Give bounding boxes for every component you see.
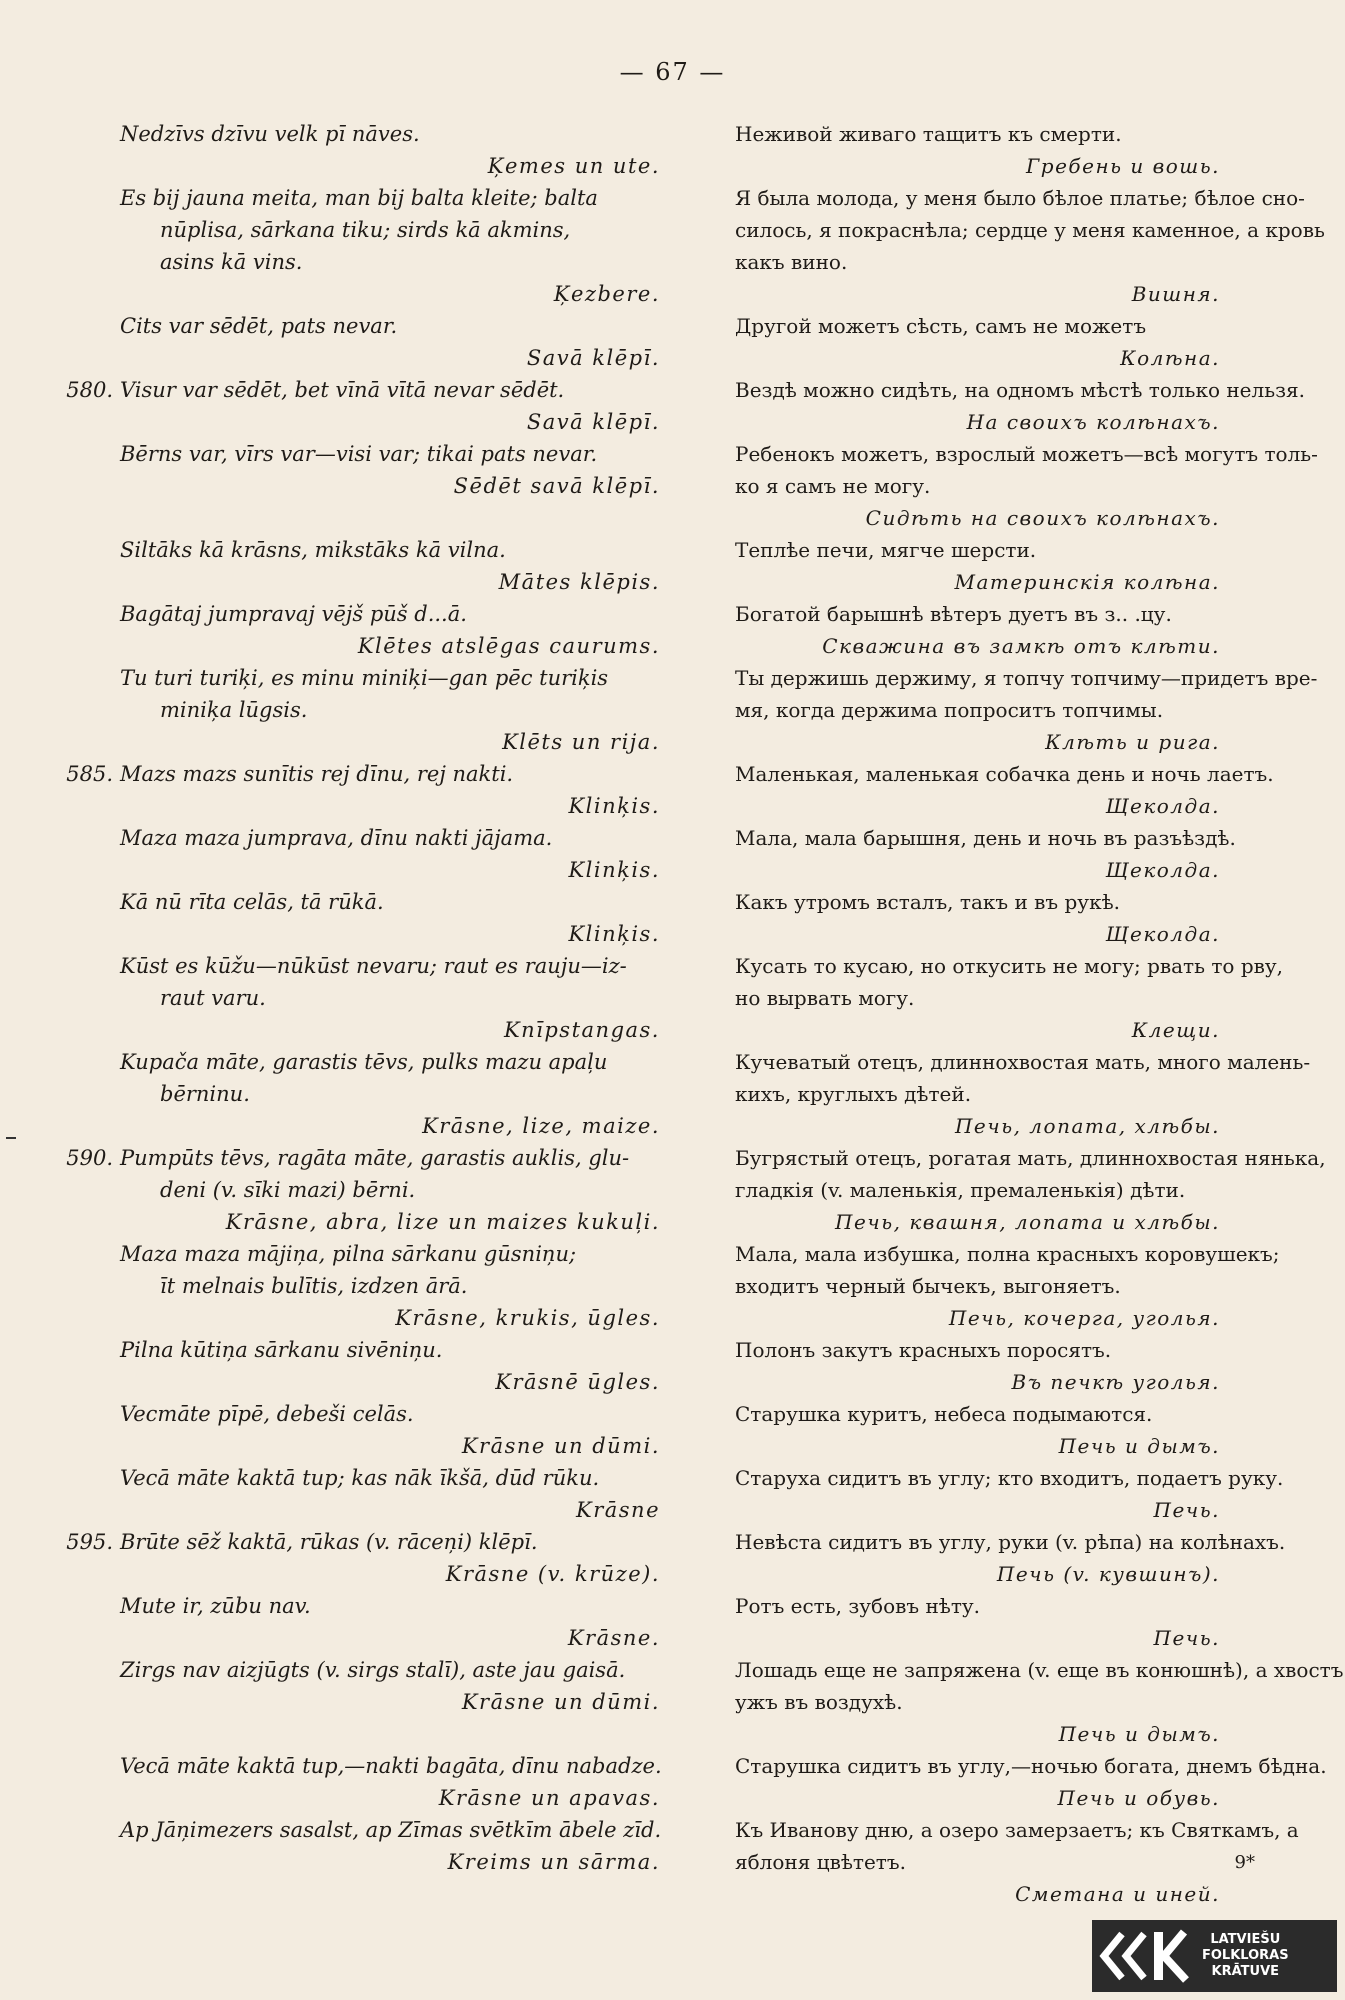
entry-number: 585. [66,762,113,786]
russian-answer-line [735,566,1340,598]
latvian-text-line [120,1174,690,1206]
russian-answer-line [735,1430,1340,1462]
russian-text-line [735,118,1340,150]
line-text: Pumpūts tēvs, ragāta māte, garastis auklis, glu- [120,1146,630,1170]
line-text: Kupača māte, garastis tēvs, pulks mazu apaļu [120,1050,608,1074]
latvian-text-line [120,1078,690,1110]
line-text: Maza maza jumprava, dīnu nakti jājama. [120,826,553,850]
line-text: Кусать то кусаю, но откусить не могу; рвать то рву, [735,954,1284,978]
line-text: силось, я покраснѣла; сердце у меня каменное, а кровь [735,218,1325,242]
line-text: Visur var sēdēt, bet vīnā vītā nevar sēdēt. [120,378,565,402]
line-text: Sēdēt savā klēpī. [453,474,660,498]
line-text: nūplisa, sārkana tiku; sirds kā akmins, [160,218,571,242]
line-text: Колѣна. [1120,346,1220,370]
latvian-text-line [120,982,690,1014]
russian-text-line [735,534,1340,566]
line-text: Ķemes un ute. [487,154,660,178]
line-text: Невѣста сидитъ въ углу, руки (v. рѣпа) на колѣнахъ. [735,1530,1286,1554]
russian-text-line [735,598,1340,630]
line-text: Kā nū rīta celās, tā rūkā. [120,890,384,914]
latvian-answer-line [120,1366,690,1398]
line-text: яблоня цвѣтетъ. [735,1850,906,1874]
latvian-answer-line [120,790,690,822]
line-text: Krāsnē ūgles. [495,1370,660,1394]
line-text: Bagātaj jumpravaj vējš pūš d...ā. [120,602,467,626]
latvian-answer-line [120,406,690,438]
line-text: Krāsne [576,1498,660,1522]
line-text: Zirgs nav aizjūgts (v. sirgs stalī), aste jau gaisā. [120,1658,626,1682]
latvian-answer-line [120,150,690,182]
russian-text-line [735,1174,1340,1206]
latvian-text-line [120,310,690,342]
line-text: Я была молода, у меня было бѣлое платье; бѣлое сно- [735,186,1305,210]
line-text: īt melnais bulītis, izdzen ārā. [160,1274,468,1298]
russian-answer-line [735,630,1340,662]
line-text: Klinķis. [568,922,660,946]
russian-answer-line [735,1782,1340,1814]
line-text: Теплѣе печи, мягче шерсти. [735,538,1037,562]
line-text: Другой можетъ сѣсть, самъ не можетъ [735,314,1147,338]
russian-text-line [735,1590,1340,1622]
line-text: Клѣть и рига. [1045,730,1220,754]
line-text: Siltāks kā krāsns, mikstāks kā vilna. [120,538,506,562]
russian-text-line [735,1238,1340,1270]
latvian-answer-line [120,1430,690,1462]
line-text: гладкія (v. маленькія, премаленькія) дѣти. [735,1178,1186,1202]
line-text: deni (v. sīki mazi) bērni. [160,1178,416,1202]
russian-text-line [735,1750,1340,1782]
russian-answer-line [735,1206,1340,1238]
russian-answer-line [735,1558,1340,1590]
line-text: Kreims un sārma. [447,1850,660,1874]
line-text: Бугрястый отецъ, рогатая мать, длиннохвостая нянька, [735,1146,1326,1170]
line-text: Klinķis. [568,794,660,818]
line-text: Старуха сидитъ въ углу; кто входитъ, подаетъ руку. [735,1466,1284,1490]
line-text: Ротъ есть, зубовъ нѣту. [735,1594,981,1618]
russian-answer-line [735,854,1340,886]
line-text: Krāsne, krukis, ūgles. [395,1306,660,1330]
russian-text-line [735,246,1340,278]
latvian-answer-line [120,342,690,374]
latvian-answer-line [120,1686,690,1750]
line-text: Сметана и иней. [1015,1882,1220,1906]
latvian-text-line [120,598,690,630]
latvian-text-line [66,374,690,406]
line-text: входитъ черный бычекъ, выгоняетъ. [735,1274,1121,1298]
line-text: Печь (v. кувшинъ). [996,1562,1220,1586]
line-text: Вездѣ можно сидѣть, на одномъ мѣстѣ только нельзя. [735,378,1305,402]
russian-text-line [735,982,1340,1014]
russian-answer-line [735,1622,1340,1654]
russian-text-line [735,1046,1340,1078]
entry-number: 590. [66,1146,113,1170]
line-text: miniķa lūgsis. [160,698,308,722]
latvian-answer-line [120,1206,690,1238]
line-text: Мала, мала избушка, полна красныхъ коровушекъ; [735,1242,1280,1266]
line-text: Bērns var, vīrs var—visi var; tikai pats nevar. [120,442,598,466]
latvian-answer-line [120,278,690,310]
line-text: Krāsne, lize, maize. [422,1114,660,1138]
line-text: Въ печкѣ уголья. [1011,1370,1220,1394]
russian-text-line [735,694,1340,726]
russian-text-line [735,310,1340,342]
line-text: кихъ, круглыхъ дѣтей. [735,1082,972,1106]
russian-text-line [735,886,1340,918]
russian-text-line [735,470,1340,502]
line-text: Лошадь еще не запряжена (v. еще въ конюшнѣ), а хвостъ [735,1658,1344,1682]
line-text: Кучеватый отецъ, длиннохвостая мать, много малень- [735,1050,1311,1074]
russian-text-line [735,1078,1340,1110]
line-text: Сидѣть на своихъ колѣнахъ. [865,506,1220,530]
line-text: Knīpstangas. [503,1018,660,1042]
latvian-text-line [120,438,690,470]
line-text: ко я самъ не могу. [735,474,931,498]
russian-answer-line [735,150,1340,182]
line-text: Печь и дымъ. [1058,1434,1220,1458]
latvian-text-line [120,822,690,854]
line-text: asins kā vins. [160,250,303,274]
line-text: Щеколда. [1105,794,1220,818]
latvian-column [66,118,690,1878]
line-text: Cits var sēdēt, pats nevar. [120,314,398,338]
latvian-text-line [120,950,690,982]
russian-answer-line [735,918,1340,950]
russian-answer-line [735,406,1340,438]
line-text: Krāsne. [567,1626,660,1650]
latvian-text-line [120,214,690,246]
latvian-text-line [120,1590,690,1622]
latvian-answer-line [120,1014,690,1046]
line-text: Kūst es kūžu—nūkūst nevaru; raut es rauju—iz- [120,954,627,978]
line-text: какъ вино. [735,250,848,274]
line-text: Богатой барышнѣ вѣтеръ дуетъ въ з.. .цу. [735,602,1172,626]
latvian-answer-line [120,566,690,598]
latvian-text-line [66,758,690,790]
line-text: Krāsne (v. krūze). [445,1562,660,1586]
margin-mark [6,1137,16,1139]
line-text: Krāsne, abra, lize un maizes kukuļi. [225,1210,660,1234]
russian-text-line [735,1334,1340,1366]
line-text: Ребенокъ можетъ, взрослый можетъ—всѣ могутъ толь- [735,442,1318,466]
line-text: Полонъ закутъ красныхъ поросятъ. [735,1338,1112,1362]
line-text: Vecā māte kaktā tup,—nakti bagāta, dīnu nabadze. [120,1754,662,1778]
russian-column [735,118,1344,1910]
russian-text-line [735,1462,1340,1494]
line-text: Savā klēpī. [526,346,660,370]
latvian-text-line [120,1398,690,1430]
logo-line-2: FOLKLORAS [1202,1948,1289,1963]
latvian-text-line [120,662,690,694]
russian-text-line [735,950,1340,982]
russian-text-line [735,182,1340,214]
line-text: raut varu. [160,986,266,1010]
line-text: Гребень и вошь. [1026,154,1220,178]
russian-answer-line [735,1718,1340,1750]
line-text: Маленькая, маленькая собачка день и ночь лаетъ. [735,762,1274,786]
logo-text [1202,1932,1289,1980]
russian-answer-line [735,1878,1340,1910]
russian-answer-line [735,1110,1340,1142]
line-text: Къ Иванову дню, а озеро замерзаетъ; къ Святкамъ, а [735,1818,1299,1842]
entry-number: 580. [66,378,113,402]
line-text: Es bij jauna meita, man bij balta kleite; balta [120,186,598,210]
line-text: Maza maza mājiņa, pilna sārkanu gūsniņu; [120,1242,577,1266]
latvian-answer-line [120,726,690,758]
russian-text-line [735,1814,1340,1846]
line-text: Материнскія колѣна. [954,570,1220,594]
russian-text-line [735,822,1340,854]
latvian-answer-line [120,918,690,950]
latvian-answer-line [120,630,690,662]
line-text: Печь. [1153,1626,1220,1650]
russian-answer-line [735,726,1340,758]
line-text: Nedzīvs dzīvu velk pī nāves. [120,122,420,146]
line-text: ужъ въ воздухѣ. [735,1690,903,1714]
line-text: Печь. [1153,1498,1220,1522]
latvian-text-line [120,182,690,214]
russian-text-line [735,1270,1340,1302]
line-text: bērninu. [160,1082,250,1106]
line-text: Мала, мала барышня, день и ночь въ разъѣздѣ. [735,826,1236,850]
line-text: Какъ утромъ всталъ, такъ и въ рукѣ. [735,890,1120,914]
line-text: но вырвать могу. [735,986,915,1010]
line-text: Klinķis. [568,858,660,882]
latvian-answer-line [120,470,690,534]
line-text: Vecmāte pīpē, debeši celās. [120,1402,414,1426]
latvian-text-line [120,534,690,566]
line-text: Неживой живаго тащитъ къ смерти. [735,122,1122,146]
line-text: Вишня. [1131,282,1220,306]
line-text: Старушка сидитъ въ углу,—ночью богата, днемъ бѣдна. [735,1754,1327,1778]
latvian-text-line [120,1270,690,1302]
russian-answer-line [735,278,1340,310]
russian-text-line [735,758,1340,790]
line-text: Savā klēpī. [526,410,660,434]
russian-text-line [735,1526,1340,1558]
line-text: Mute ir, zūbu nav. [120,1594,311,1618]
signature-mark: 9* [1234,1852,1255,1873]
latvian-answer-line [120,854,690,886]
russian-text-line [735,374,1340,406]
line-text: Krāsne un apavas. [438,1786,660,1810]
latvian-answer-line [120,1622,690,1654]
russian-answer-line [735,342,1340,374]
latvian-answer-line [120,1782,690,1814]
latvian-text-line [120,118,690,150]
latvian-text-line [120,1654,690,1686]
logo-line-3: KRĀTUVE [1211,1964,1280,1979]
latvian-text-line [120,1238,690,1270]
line-text: Печь, квашня, лопата и хлѣбы. [835,1210,1220,1234]
line-text: Klētes atslēgas caurums. [357,634,660,658]
line-text: Щеколда. [1105,922,1220,946]
latvian-answer-line [120,1302,690,1334]
russian-text-line [735,1398,1340,1430]
latvian-text-line [120,886,690,918]
line-text: Клещи. [1131,1018,1220,1042]
latvian-text-line [66,1526,690,1558]
russian-text-line [735,438,1340,470]
russian-text-line [735,1686,1340,1718]
line-text: Vecā māte kaktā tup; kas nāk īkšā, dūd rūku. [120,1466,600,1490]
latvian-text-line [120,246,690,278]
russian-answer-line [735,1014,1340,1046]
line-text: Pilna kūtiņa sārkanu sivēniņu. [120,1338,443,1362]
latvian-text-line [120,1334,690,1366]
latvian-answer-line [120,1846,690,1878]
latvian-answer-line [120,1558,690,1590]
line-text: Печь, лопата, хлѣбы. [954,1114,1220,1138]
latvian-text-line [120,1814,690,1846]
russian-answer-line [735,502,1340,534]
line-text: Mazs mazs sunītis rej dīnu, rej nakti. [120,762,514,786]
line-text: На своихъ колѣнахъ. [966,410,1220,434]
latvian-answer-line [120,1110,690,1142]
russian-answer-line [735,1302,1340,1334]
entry-number: 595. [66,1530,113,1554]
line-text: Печь и дымъ. [1058,1722,1220,1746]
russian-answer-line [735,790,1340,822]
archive-logo [1092,1920,1337,1992]
line-text: Tu turi turiķi, es minu miniķi—gan pēc turiķis [120,666,609,690]
line-text: Ap Jāņimezers sasalst, ap Zīmas svētkīm ābele zīd. [120,1818,662,1842]
lfk-logo-icon [1092,1920,1202,1992]
logo-line-1: LATVIEŠU [1210,1932,1281,1947]
latvian-text-line [120,1046,690,1078]
line-text: Щеколда. [1105,858,1220,882]
russian-answer-line [735,1366,1340,1398]
line-text: Ты держишь держиму, я топчу топчиму—придетъ вре- [735,666,1318,690]
russian-answer-line [735,1494,1340,1526]
line-text: Старушка куритъ, небеса подымаются. [735,1402,1153,1426]
russian-text-line [735,1654,1344,1686]
line-text: Печь и обувь. [1057,1786,1220,1810]
russian-text-line [735,1142,1340,1174]
line-text: Krāsne un dūmi. [461,1690,660,1714]
line-text: Krāsne un dūmi. [461,1434,660,1458]
latvian-answer-line [120,1494,690,1526]
latvian-text-line [66,1142,690,1174]
line-text: мя, когда держима попроситъ топчимы. [735,698,1164,722]
line-text: Klēts un rija. [502,730,660,754]
line-text: Ķezbere. [553,282,660,306]
latvian-text-line [120,1462,690,1494]
line-text: Скважина въ замкѣ отъ клѣти. [822,634,1220,658]
line-text: Mātes klēpis. [498,570,660,594]
latvian-text-line [120,694,690,726]
russian-text-line [735,662,1340,694]
russian-text-line [735,214,1340,246]
line-text: Печь, кочерга, уголья. [948,1306,1220,1330]
line-text: Brūte sēž kaktā, rūkas (v. rāceņi) klēpī. [120,1530,538,1554]
page-number: — 67 — [619,58,726,86]
latvian-text-line [120,1750,690,1782]
